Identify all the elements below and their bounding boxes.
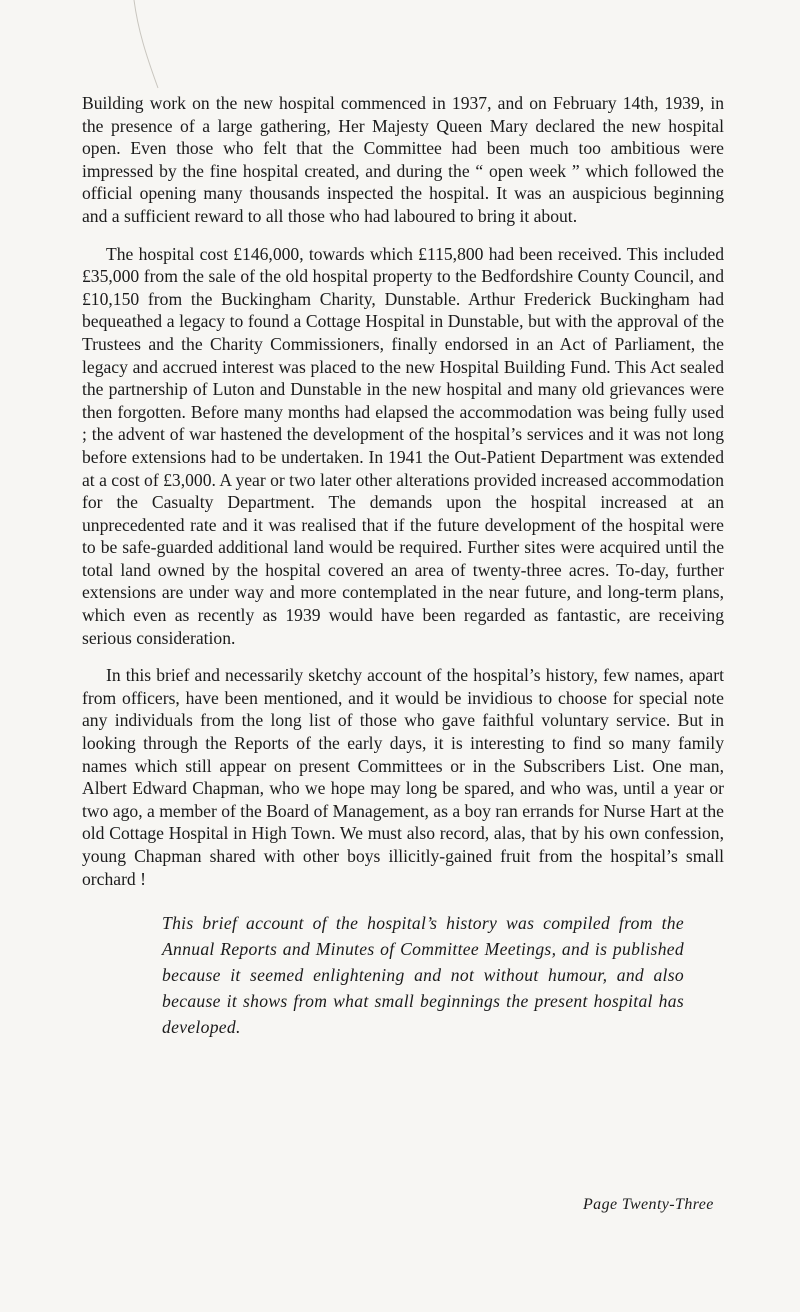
- page-number-footer: Page Twenty-Three: [583, 1196, 714, 1213]
- paragraph-hospital-cost: The hospital cost £146,000, towards which £115,800 had been received. This included £35,000 from the sale of the old hospital property to the Bedfordshire County Council, and £10,150 from the Buckingham Charity, Dunstable. Arthur Frederick Buckingham had bequeathed a legacy to found a Cottage Hospital in Dunstable, but with the approval of the Trustees and the Charity Commissioners, finally endorsed in an Act of Parliament, the legacy and accrued interest was placed to the new Hospital Building Fund. This Act sealed the partnership of Luton and Dunstable in the new hospital and many old grievances were then forgotten. Before many months had elapsed the accommodation was being fully used ; the advent of war hastened the development of the hospital’s services and it was not long before extensions had to be undertaken. In 1941 the Out-Patient Department was extended at a cost of £3,000. A year or two later other alterations provided increased accommodation for the Casualty Department. The demands upon the hospital increased at an unprecedented rate and it was realised that if the future development of the hospital were to be safe-guarded additional land would be required. Further sites were acquired until the total land owned by the hospital covered an area of twenty-three acres. To-day, further extensions are under way and more contemplated in the near future, and long-term plans, which even as recently as 1939 would have been regarded as fantastic, are receiving serious consideration.: [82, 243, 724, 648]
- paragraph-brief-account: In this brief and necessarily sketchy account of the hospital’s history, few names, apart from officers, have been mentioned, and it would be invidious to choose for special note any individuals from the long list of those who gave faithful voluntary service. But in looking through the Reports of the early days, it is interesting to find so many family names which still appear on present Committees or in the Subscribers List. One man, Albert Edward Chapman, who we hope may long be spared, and who was, until a year or two ago, a member of the Board of Management, as a boy ran errands for Nurse Hart at the old Cottage Hospital in High Town. We must also record, alas, that by his own confession, young Chapman shared with other boys illicitly-gained fruit from the hospital’s small orchard !: [82, 665, 724, 889]
- page-body: [82, 92, 724, 1040]
- paper-crease-mark: [132, 0, 172, 90]
- paragraph-opening: Building work on the new hospital commenced in 1937, and on February 14th, 1939, in the presence of a large gathering, Her Majesty Queen Mary declared the new hospital open. Even those who felt that the Committee had been much too ambitious were impressed by the fine hospital created, and during the “ open week ” which followed the official opening many thousands inspected the hospital. It was an auspicious beginning and a sufficient reward to all those who had laboured to bring it about.: [82, 93, 724, 226]
- italic-note: This brief account of the hospital’s history was compiled from the Annual Reports and Minutes of Committee Meetings, and is published because it seemed enlightening and not without humour, and also because it shows from what small beginnings the present hospital has developed.: [162, 913, 684, 1038]
